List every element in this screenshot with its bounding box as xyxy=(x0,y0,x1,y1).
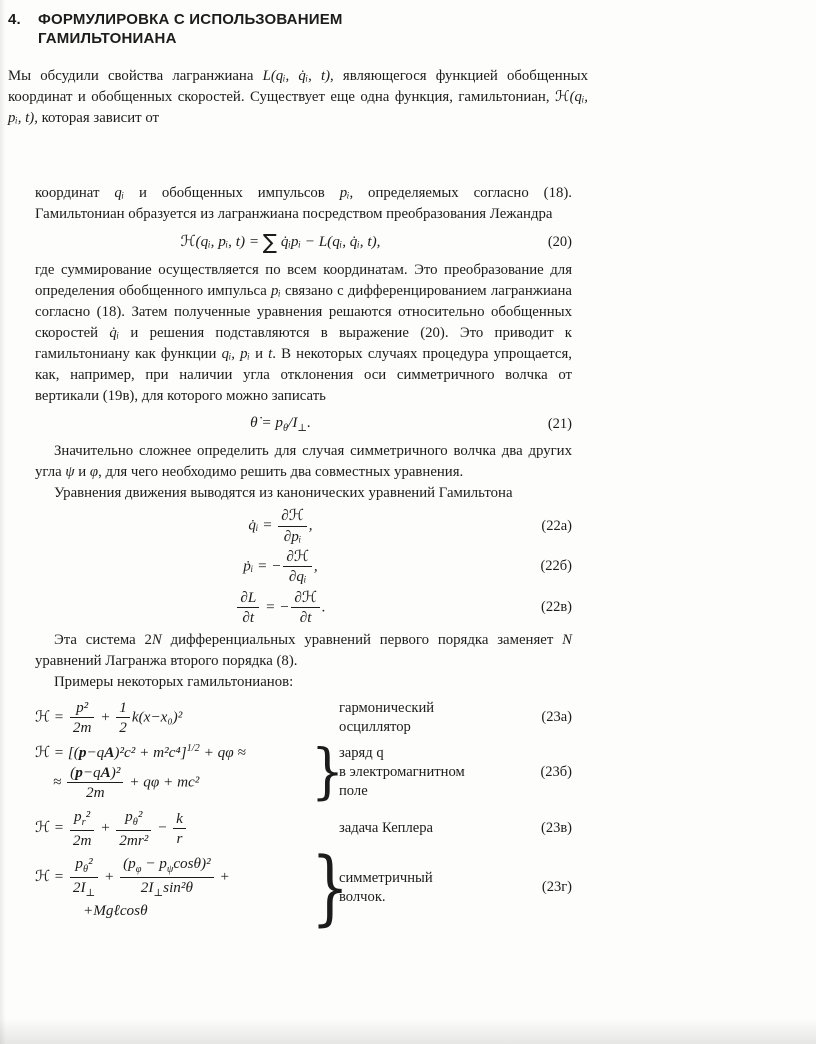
equation-22a xyxy=(35,507,526,545)
paragraph-examples-lead: Примеры некоторых гамильтонианов: xyxy=(54,673,294,690)
paragraph-system: Эта система 2N дифференциальных уравнений первого порядка заменяет N уравнений Лагранжа второго порядка (8). xyxy=(35,631,572,669)
example-23v-label xyxy=(339,819,518,838)
equation-20-row xyxy=(35,232,572,253)
fraction xyxy=(70,855,98,900)
fraction-denominator: ∂pᵢ xyxy=(283,527,302,545)
fraction xyxy=(173,810,186,848)
example-23b-equation xyxy=(35,743,311,802)
equation-22c xyxy=(35,589,526,627)
eq-rhs: +Mgℓcosθ xyxy=(83,902,148,920)
equation-20: ℋ(qᵢ, pᵢ, t) = ∑ q̇ᵢpᵢ − L(qᵢ, q̇ᵢ, t), xyxy=(180,230,381,254)
hamiltonian-examples xyxy=(35,698,572,935)
fraction xyxy=(278,507,307,545)
closing-brace: } xyxy=(311,737,345,807)
fraction-numerator: ∂ℋ xyxy=(291,589,320,608)
equation-22b xyxy=(35,548,526,586)
label-line: осциллятор xyxy=(339,718,411,735)
example-23g-equation xyxy=(35,855,311,920)
eq22a-tail: , xyxy=(308,516,313,534)
section-heading xyxy=(8,10,588,48)
equation-20-number: (20) xyxy=(547,234,572,250)
fraction-denominator: ∂t xyxy=(242,609,255,627)
fraction xyxy=(67,764,123,802)
example-23a-equation xyxy=(35,699,311,737)
example-23v-equation xyxy=(35,808,311,849)
paragraph-procedure: где суммирование осуществляется по всем координатам. Это преобразование для определения обобщенного импульса pᵢ связано с дифференцированием лагранжиана согласно (18). Затем полученные уравнения решаются относительно обобщенных скоростей q̇ᵢ и решения подставляются в выражение (20). Это приводит к гамильтониану как функции qᵢ, pᵢ и t. В некоторых случаях процедура упрощается, как, например, при наличии угла отклонения оси симметричного волчка от вертикали (19в), для которого можно записать xyxy=(35,262,572,404)
label-line: волчок. xyxy=(339,888,386,905)
eq-line2 xyxy=(35,764,311,802)
fraction xyxy=(70,808,95,849)
eq22a-lhs: q̇ᵢ = xyxy=(248,516,277,534)
eq-operator: + xyxy=(96,708,115,726)
fraction-numerator: $(p_\varphi - p_\psi\cos\theta)^2$ xyxy=(120,855,214,878)
eq-rhs: + qφ + mc² xyxy=(125,773,200,791)
fraction-denominator: ∂t xyxy=(299,609,312,627)
fraction-denominator: $2I_\perp$ xyxy=(72,879,96,900)
label-line: поле xyxy=(339,782,368,799)
label-line: задача Кеплера xyxy=(339,820,434,837)
label-line: в электромагнитном xyxy=(339,763,465,780)
eq-line1: ℋ = $[(p-qA)^2c^2 + m^2c^4]^{1/2} + q\varphi$ ≈ xyxy=(35,742,246,761)
fraction-numerator: $p_r^2$ xyxy=(70,808,95,831)
fraction-denominator: 2m xyxy=(72,831,92,849)
fraction-numerator: $p_\theta^2$ xyxy=(116,808,151,831)
example-23g-label xyxy=(339,869,518,907)
equation-21-number: (21) xyxy=(547,415,572,432)
example-23a-label xyxy=(339,699,518,737)
label-line: заряд q xyxy=(339,744,384,761)
eq22c-equals: = − xyxy=(261,598,290,616)
fraction-denominator: $2I_\perp\sin^2\theta$ xyxy=(140,879,193,900)
label-line: гармонический xyxy=(339,699,435,716)
fraction-numerator: k xyxy=(173,810,186,829)
eq22b-lhs: ṗᵢ = − xyxy=(243,557,282,575)
equation-21-row xyxy=(35,414,572,434)
equation-21: θ̇ = $p_\theta/I_\perp$. xyxy=(250,414,311,435)
fraction-denominator: 2mr² xyxy=(119,831,149,849)
fraction xyxy=(116,699,130,737)
section-title-line1: ФОРМУЛИРОВКА С ИСПОЛЬЗОВАНИЕМ xyxy=(38,11,343,28)
fraction-numerator: ∂ℋ xyxy=(278,507,307,526)
eq22c-tail: . xyxy=(321,598,326,616)
fraction-denominator: 2m xyxy=(72,719,92,737)
eq-approx: ≈ xyxy=(53,773,66,791)
eq-lhs: ℋ = xyxy=(35,819,68,837)
section-intro-block xyxy=(0,0,588,129)
eq-operator: + xyxy=(215,868,230,886)
paragraph-canonical: Уравнения движения выводятся из канонических уравнений Гамильтона xyxy=(54,485,513,502)
eq-line1 xyxy=(35,855,311,900)
equation-23v-number: (23в) xyxy=(540,820,572,837)
label-line: симметричный xyxy=(339,869,433,886)
fraction-denominator: ∂qᵢ xyxy=(288,568,307,586)
fraction xyxy=(116,808,151,849)
fraction-denominator: r xyxy=(176,830,183,848)
example-23v-row xyxy=(35,808,572,849)
eq-lhs: ℋ = xyxy=(35,868,68,886)
example-23b-label xyxy=(339,744,518,801)
example-23a-row xyxy=(35,699,572,737)
fraction-numerator: $p_\theta^2$ xyxy=(70,855,98,878)
fraction-numerator: (p−qA)² xyxy=(67,764,123,783)
example-23b-row xyxy=(35,737,572,807)
fraction-numerator: ∂L xyxy=(237,589,259,608)
eq-rhs: k(x−x₀)² xyxy=(131,708,183,726)
equation-22b-number: (22б) xyxy=(540,558,572,575)
equation-22a-row xyxy=(35,507,572,545)
paragraph-intro: Мы обсудили свойства лагранжиана L(qᵢ, q̇ᵢ, t), являющегося функцией обобщенных координат и обобщенных скоростей. Существует еще одна функция, гамильтониан, ℋ(qᵢ, pᵢ, t), которая зависит от xyxy=(8,68,588,126)
eq22b-tail: , xyxy=(313,557,318,575)
fraction xyxy=(283,548,312,586)
equation-23b-number: (23б) xyxy=(540,763,572,780)
section-title-line2: ГАМИЛЬТОНИАНА xyxy=(38,30,177,47)
equation-22c-number: (22в) xyxy=(540,599,572,616)
fraction xyxy=(120,855,214,900)
section-title xyxy=(38,10,343,48)
closing-brace: } xyxy=(311,840,350,935)
eq-line2 xyxy=(35,902,311,920)
eq-operator: + xyxy=(96,819,115,837)
eq-lhs: ℋ = xyxy=(35,708,68,726)
main-text-block xyxy=(35,183,572,935)
fraction-numerator: 1 xyxy=(116,699,130,718)
eq-operator: − xyxy=(153,819,172,837)
paragraph-legendre: координат qᵢ и обобщенных импульсов pᵢ, определяемых согласно (18). Гамильтониан образуется из лагранжиана посредством преобразования Лежандра xyxy=(35,185,572,222)
fraction-numerator: ∂ℋ xyxy=(283,548,312,567)
paragraph-angles: Значительно сложнее определить для случая симметричного волчка два других угла ψ и φ, для чего необходимо решить два совместных уравнения. xyxy=(35,443,572,481)
fraction-numerator: p² xyxy=(70,699,95,718)
equation-22b-row xyxy=(35,548,572,586)
equation-23g-number: (23г) xyxy=(541,879,572,896)
section-number: 4. xyxy=(8,11,21,28)
eq-operator: + xyxy=(100,868,119,886)
equation-23a-number: (23а) xyxy=(541,709,572,726)
fraction-denominator: 2m xyxy=(85,784,105,802)
equation-22a-number: (22а) xyxy=(541,517,572,534)
fraction xyxy=(291,589,320,627)
fraction xyxy=(237,589,259,627)
equation-22c-row xyxy=(35,589,572,627)
fraction xyxy=(70,699,95,737)
fraction-denominator: 2 xyxy=(119,719,127,737)
